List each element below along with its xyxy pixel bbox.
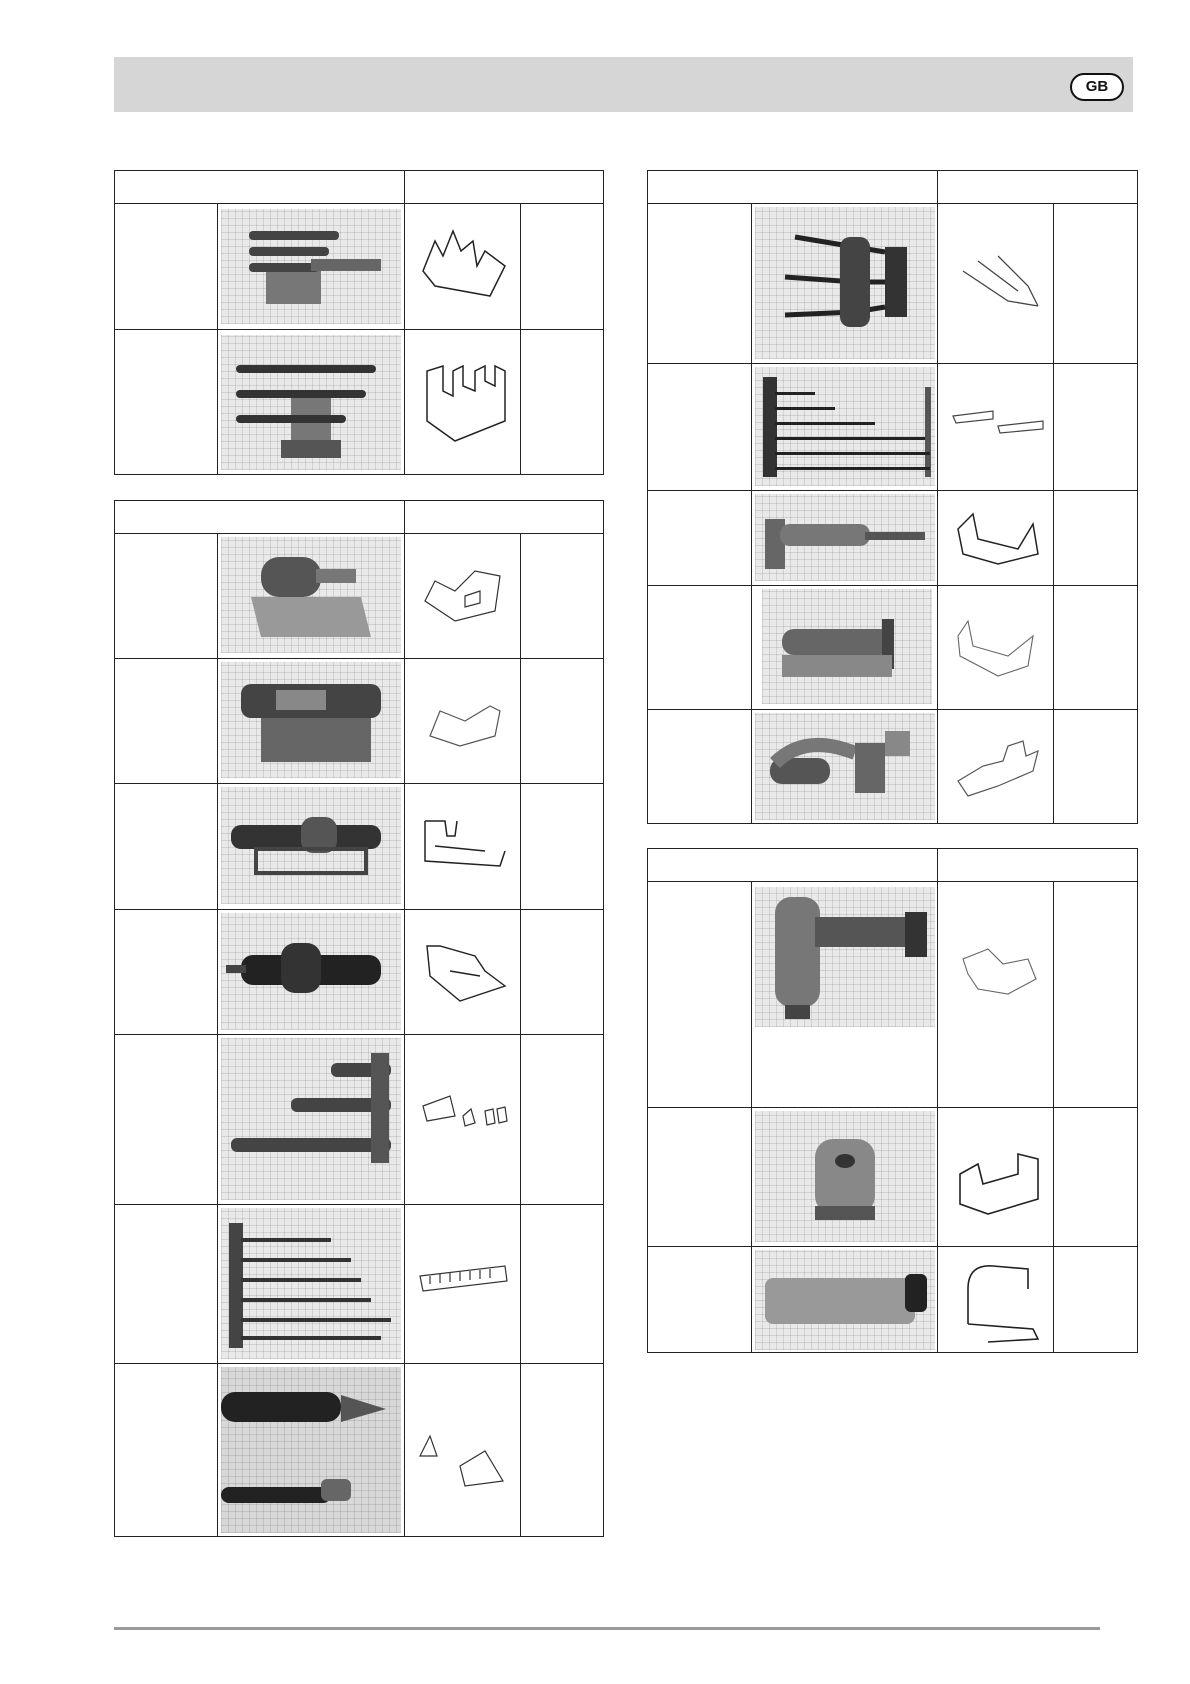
bracket-parts-drawing xyxy=(415,1411,515,1511)
pilot-burner-photo xyxy=(221,537,401,653)
electrode-rack-drawing xyxy=(948,381,1048,461)
pilot-burner-photo xyxy=(221,662,401,778)
pilot-burner-photo xyxy=(221,913,401,1030)
electrode-bracket-drawing xyxy=(415,341,515,451)
electrode-rack-photo xyxy=(221,1208,401,1359)
language-badge: GB xyxy=(1070,73,1124,101)
pilot-bracket-drawing xyxy=(415,791,515,891)
header-band xyxy=(114,57,1133,112)
sensor-bracket-drawing xyxy=(948,1124,1048,1224)
pilot-burner-photo xyxy=(221,787,401,904)
pilot-bracket-drawing xyxy=(948,499,1048,579)
cylinder-sensor-photo xyxy=(755,1250,935,1350)
pilot-bracket-drawing xyxy=(415,666,515,766)
pilot-bracket-drawing xyxy=(415,541,515,641)
pilot-burner-photo xyxy=(762,589,932,704)
pilot-burner-set-photo xyxy=(221,1038,401,1200)
hook-electrodes-photo xyxy=(755,207,935,359)
electrode-rack-photo xyxy=(755,367,935,486)
burner-gun-photo xyxy=(755,887,935,1027)
parts-table-right-top xyxy=(647,170,1138,824)
electrode-bracket-drawing xyxy=(948,231,1048,331)
footer-rule xyxy=(114,1627,1100,1630)
pilot-bracket-drawing xyxy=(415,916,515,1016)
pilot-burner-photo xyxy=(755,494,935,581)
parts-table-left-bottom xyxy=(114,500,604,1537)
pilot-burner-photo xyxy=(755,713,935,820)
parts-table-left-top xyxy=(114,170,604,475)
pilot-bracket-drawing xyxy=(948,721,1048,816)
burner-ignition-electrodes-photo xyxy=(221,209,401,324)
electrode-rack-drawing xyxy=(415,1236,515,1326)
parts-table-right-bottom xyxy=(647,848,1138,1353)
burner-hose-photo xyxy=(221,1367,401,1533)
sensor-bracket-drawing xyxy=(948,1254,1048,1349)
burner-bracket-drawing xyxy=(948,919,1048,1019)
burner-ignition-electrodes-photo xyxy=(221,335,401,470)
sensor-cap-photo xyxy=(755,1111,935,1242)
pilot-bracket-drawing xyxy=(948,596,1048,696)
electrode-bracket-drawing xyxy=(415,211,515,306)
pilot-bracket-set-drawing xyxy=(415,1061,515,1161)
